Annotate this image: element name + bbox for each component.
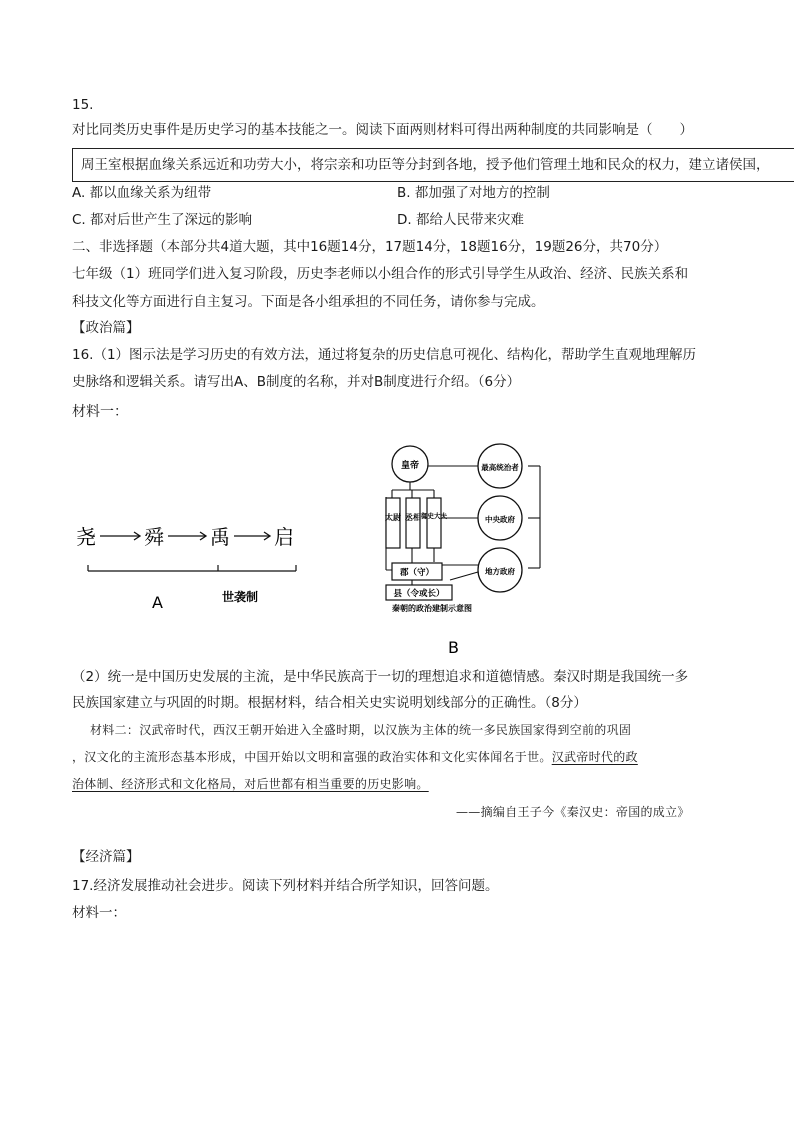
figure-b-supreme-ruler (478, 444, 522, 488)
figure-a-brackets (88, 565, 296, 571)
q15-number: 15. (72, 97, 94, 113)
q15-option-b: B. 都加强了对地方的控制 (397, 185, 550, 201)
q17-material1-label: 材料一： (72, 905, 126, 921)
figure-a-arrow-1 (100, 532, 140, 540)
svg-text:御史大夫: 御史大夫 (421, 512, 447, 520)
material2-underlined-part1: 汉武帝时代的政 (551, 750, 638, 764)
q16-part1-line1: 16.（1）图示法是学习历史的有效方法，通过将复杂的历史信息可视化、结构化，帮助学生直观地理解历 (72, 347, 697, 363)
figure-b-chengxiang (405, 498, 421, 548)
figure-b-emperor (392, 446, 428, 482)
q16-part1-line2: 史脉络和逻辑关系。请写出A、B制度的名称，并对B制度进行介绍。（6分） (72, 374, 521, 390)
svg-text:县（令或长）: 县（令或长） (393, 589, 445, 599)
q15-material-text: 周王室根据血缘关系远近和功劳大小，将宗亲和功臣等分封到各地，授予他们管理土地和民众的权力，建立诸侯国， (81, 157, 770, 173)
q15-material-box (72, 148, 794, 182)
q17-stem: 17.经济发展推动社会进步。阅读下列材料并结合所学知识，回答问题。 (72, 878, 499, 894)
q15-stem: 对比同类历史事件是历史学习的基本技能之一。阅读下面两则材料可得出两种制度的共同影响是（ ） (72, 122, 693, 138)
figure-b-local-gov (478, 548, 522, 592)
material2-line3: 治体制、经济形式和文化格局，对后世都有相当重要的历史影响。 (72, 777, 429, 791)
part2-intro-line1: 七年级（1）班同学们进入复习阶段，历史李老师以小组合作的形式引导学生从政治、经济、民族关系和 (72, 266, 689, 282)
figure-a-arrow-3 (234, 532, 270, 540)
figure-a-arrow-2 (168, 532, 206, 540)
q15-option-c: C. 都对后世产生了深远的影响 (72, 212, 253, 228)
figure-b-xian (386, 585, 452, 600)
figure-b-label: B (448, 638, 459, 657)
svg-text:丞相: 丞相 (405, 513, 421, 522)
material2-line2-text: ，汉文化的主流形态基本形成，中国开始以文明和富强的政治实体和文化实体闻名于世。 (72, 750, 552, 764)
part2-heading: 二、非选择题（本部分共4道大题，其中16题14分，17题14分，18题16分，19题26分，共70分） (72, 239, 668, 255)
figure-a-hereditary-label: 世袭制 (222, 590, 259, 604)
figure-b-qin-structure (372, 430, 552, 660)
figure-a-yu: 禹 (210, 525, 230, 549)
figure-a-label: A (152, 593, 163, 612)
part2-intro-line2: 科技文化等方面进行自主复习。下面是各小组承担的不同任务，请你参与完成。 (72, 294, 545, 310)
svg-text:最高统治者: 最高统治者 (481, 463, 519, 472)
material2-line1: 材料二：汉武帝时代，西汉王朝开始进入全盛时期，以汉族为主体的统一多民族国家得到空前的巩固 (90, 723, 632, 737)
svg-text:中央政府: 中央政府 (485, 515, 515, 524)
svg-text:地方政府: 地方政府 (485, 567, 515, 576)
figure-b-jun (392, 563, 442, 580)
figure-a-shun: 舜 (144, 525, 164, 549)
material1-label: 材料一： (72, 404, 128, 420)
q15-option-d: D. 都给人民带来灾难 (397, 212, 524, 228)
figure-b-yushidafu (420, 498, 448, 548)
svg-text:皇帝: 皇帝 (400, 461, 420, 471)
q15-option-a: A. 都以血缘关系为纽带 (72, 185, 212, 201)
svg-text:太尉: 太尉 (385, 513, 401, 522)
svg-text:郡（守）: 郡（守） (399, 568, 435, 578)
figure-b-central-gov (478, 496, 522, 540)
q16-part2-line1: （2）统一是中国历史发展的主流，是中华民族高于一切的理想追求和道德情感。秦汉时期是我国统一多 (72, 669, 689, 685)
figure-a-succession (70, 515, 370, 615)
material2-line2 (72, 747, 638, 767)
material2-source: ——摘编自王子今《秦汉史：帝国的成立》 (456, 805, 690, 819)
q16-part2-line2: 民族国家建立与巩固的时期。根据材料，结合相关史实说明划线部分的正确性。（8分） (72, 695, 587, 711)
figure-b-taiwei (385, 498, 401, 548)
politics-heading: 【政治篇】 (72, 320, 140, 336)
figure-a-yao: 尧 (76, 525, 96, 549)
figure-b-caption: 秦朝的政治建制示意图 (392, 604, 472, 613)
figure-a-qi: 启 (274, 525, 294, 549)
economy-heading: 【经济篇】 (72, 849, 140, 865)
